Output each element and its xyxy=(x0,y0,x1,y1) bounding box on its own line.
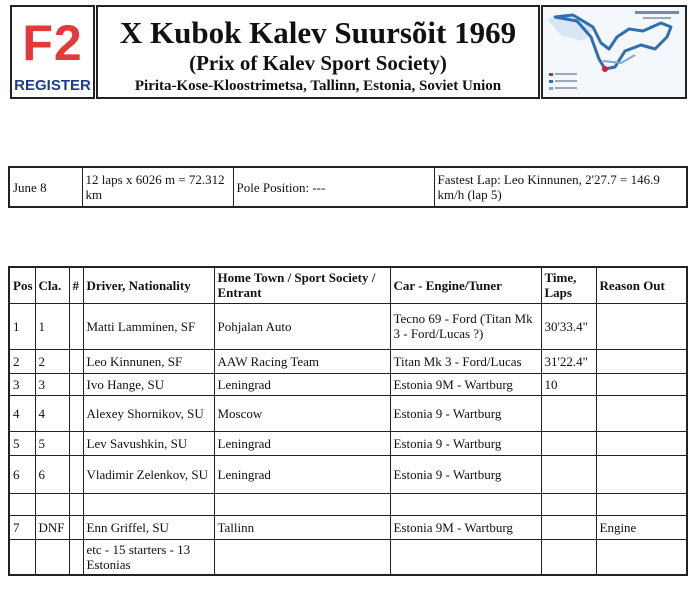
table-row xyxy=(9,493,687,515)
cell-cla: 6 xyxy=(35,455,69,493)
cell-home xyxy=(214,493,390,515)
cell-reason xyxy=(596,431,687,455)
race-date: June 8 xyxy=(9,167,82,207)
header-time: Time, Laps xyxy=(541,267,596,303)
cell-time xyxy=(541,431,596,455)
location-line: Pirita-Kose-Kloostrimetsa, Tallinn, Estonia, Soviet Union xyxy=(134,78,502,94)
header-home: Home Town / Sport Society / Entrant xyxy=(214,267,390,303)
table-row xyxy=(9,303,687,349)
cell-pos: 7 xyxy=(9,515,35,539)
race-info-table xyxy=(8,166,688,208)
cell-cla: 5 xyxy=(35,431,69,455)
pole-position: Pole Position: --- xyxy=(233,167,434,207)
page-subtitle: (Prix of Kalev Sport Society) xyxy=(189,51,447,75)
cell-reason: Engine xyxy=(596,515,687,539)
cell-reason xyxy=(596,493,687,515)
table-row xyxy=(9,349,687,373)
cell-home: AAW Racing Team xyxy=(214,349,390,373)
cell-driver: etc - 15 starters - 13 Estonias xyxy=(83,539,214,575)
cell-reason xyxy=(596,303,687,349)
cell-driver: Matti Lamminen, SF xyxy=(83,303,214,349)
cell-driver: Enn Griffel, SU xyxy=(83,515,214,539)
cell-driver: Alexey Shornikov, SU xyxy=(83,395,214,431)
cell-pos: 5 xyxy=(9,431,35,455)
circuit-map-icon xyxy=(543,7,685,97)
cell-car: Estonia 9 - Wartburg xyxy=(390,455,541,493)
cell-car xyxy=(390,493,541,515)
cell-car: Estonia 9M - Wartburg xyxy=(390,515,541,539)
cell-num xyxy=(69,349,83,373)
cell-time xyxy=(541,515,596,539)
cell-home: Leningrad xyxy=(214,373,390,395)
table-header-row xyxy=(9,267,687,303)
header-pos: Pos xyxy=(9,267,35,303)
cell-num xyxy=(69,455,83,493)
cell-reason xyxy=(596,539,687,575)
cell-pos xyxy=(9,539,35,575)
cell-reason xyxy=(596,349,687,373)
cell-car: Tecno 69 - Ford (Titan Mk 3 - Ford/Lucas ?) xyxy=(390,303,541,349)
cell-time: 30'33.4" xyxy=(541,303,596,349)
header-cla: Cla. xyxy=(35,267,69,303)
race-distance: 12 laps x 6026 m = 72.312 km xyxy=(82,167,233,207)
cell-num xyxy=(69,539,83,575)
cell-cla: 4 xyxy=(35,395,69,431)
circuit-map-image xyxy=(541,5,687,99)
table-row xyxy=(9,395,687,431)
header-driver: Driver, Nationality xyxy=(83,267,214,303)
table-row xyxy=(9,455,687,493)
cell-cla: 2 xyxy=(35,349,69,373)
table-row xyxy=(9,431,687,455)
cell-time xyxy=(541,395,596,431)
cell-home: Moscow xyxy=(214,395,390,431)
cell-pos: 3 xyxy=(9,373,35,395)
cell-driver: Leo Kinnunen, SF xyxy=(83,349,214,373)
fastest-lap: Fastest Lap: Leo Kinnunen, 2'27.7 = 146.9 km/h (lap 5) xyxy=(434,167,687,207)
table-row xyxy=(9,373,687,395)
f2-register-logo xyxy=(10,5,95,99)
cell-time xyxy=(541,493,596,515)
cell-car: Estonia 9M - Wartburg xyxy=(390,373,541,395)
cell-time: 10 xyxy=(541,373,596,395)
cell-car: Estonia 9 - Wartburg xyxy=(390,431,541,455)
cell-time xyxy=(541,539,596,575)
cell-cla xyxy=(35,493,69,515)
cell-pos: 6 xyxy=(9,455,35,493)
logo-register-text: REGISTER xyxy=(14,77,91,94)
cell-num xyxy=(69,395,83,431)
page-header xyxy=(0,0,692,108)
cell-cla: 3 xyxy=(35,373,69,395)
cell-home: Leningrad xyxy=(214,431,390,455)
cell-pos: 1 xyxy=(9,303,35,349)
cell-num xyxy=(69,515,83,539)
cell-home xyxy=(214,539,390,575)
cell-pos: 4 xyxy=(9,395,35,431)
cell-car: Titan Mk 3 - Ford/Lucas xyxy=(390,349,541,373)
cell-car: Estonia 9 - Wartburg xyxy=(390,395,541,431)
cell-driver xyxy=(83,493,214,515)
header-car: Car - Engine/Tuner xyxy=(390,267,541,303)
results-table xyxy=(8,266,688,576)
cell-reason xyxy=(596,455,687,493)
table-row xyxy=(9,515,687,539)
header-reason: Reason Out xyxy=(596,267,687,303)
cell-driver: Lev Savushkin, SU xyxy=(83,431,214,455)
cell-num xyxy=(69,303,83,349)
cell-reason xyxy=(596,395,687,431)
header-num: # xyxy=(69,267,83,303)
cell-car xyxy=(390,539,541,575)
cell-pos: 2 xyxy=(9,349,35,373)
cell-home: Pohjalan Auto xyxy=(214,303,390,349)
table-row xyxy=(9,539,687,575)
cell-num xyxy=(69,373,83,395)
cell-time xyxy=(541,455,596,493)
logo-f2-text: F2 xyxy=(22,15,83,71)
page-title: X Kubok Kalev Suursõit 1969 xyxy=(119,15,517,50)
cell-pos xyxy=(9,493,35,515)
cell-cla: 1 xyxy=(35,303,69,349)
cell-cla: DNF xyxy=(35,515,69,539)
cell-time: 31'22.4" xyxy=(541,349,596,373)
title-box xyxy=(96,5,540,99)
cell-driver: Vladimir Zelenkov, SU xyxy=(83,455,214,493)
cell-cla xyxy=(35,539,69,575)
cell-reason xyxy=(596,373,687,395)
cell-num xyxy=(69,493,83,515)
cell-home: Tallinn xyxy=(214,515,390,539)
cell-driver: Ivo Hange, SU xyxy=(83,373,214,395)
cell-num xyxy=(69,431,83,455)
cell-home: Leningrad xyxy=(214,455,390,493)
